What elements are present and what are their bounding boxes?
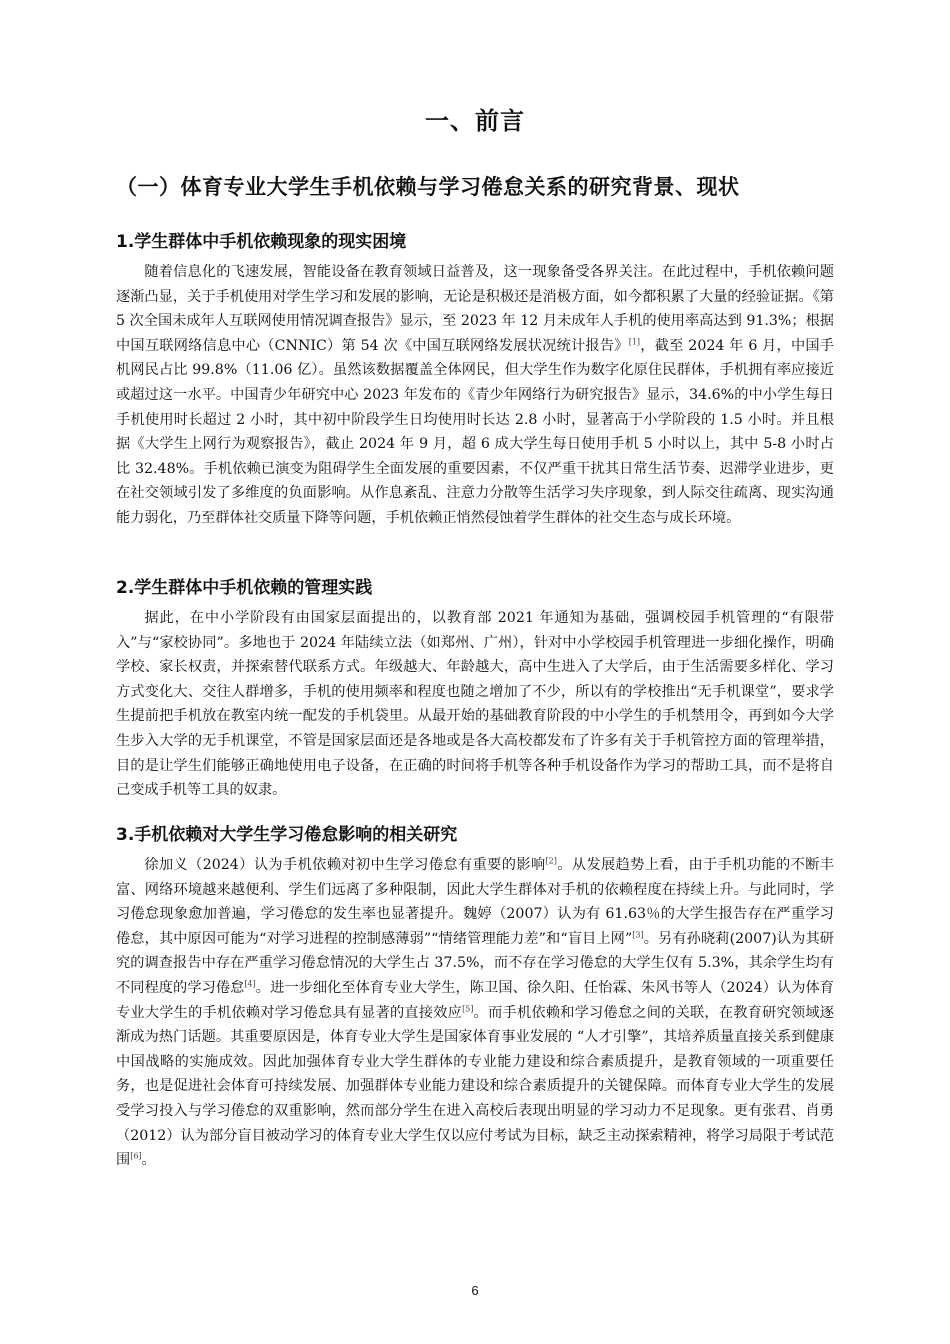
page-number: 6 [471,1283,479,1298]
paragraph-text: 据此，在中小学阶段有由国家层面提出的，以教育部 2021 年通知为基础，强调校园手机管理的“有限带入”与“家校协同”。多地也于 2024 年陆续立法（如郑州、广州），针对中小学校园手机管理进一步细化操作，明确学校、家长权责，并探索替代联系方式。年级越大、年龄越大，高中生进入了大学后，由于生活需要多样化、学习方式变化大、交往人群增多，手机的使用频率和程度也随之增加了不少，所以有的学校推出“无手机课堂”，要求学生提前把手机放在教室内统一配发的手机袋里。从最开始的基础教育阶段的中小学生的手机禁用令，再到如今大学生步入大学的无手机课堂，不管是国家层面还是各地或是各大高校都发布了许多有关于手机管控方面的管理举措，目的是让学生们能够正确地使用电子设备，在正确的时间将手机等各种手机设备作为学习的帮助工具，而不是将自己变成手机等工具的奴隶。 [116,610,834,799]
paragraph-text: 随着信息化的飞速发展，智能设备在教育领域日益普及，这一现象备受各界关注。在此过程中，手机依赖问题逐渐凸显，关于手机使用对学生学习和发展的影响，无论是积极还是消极方面，如今都积累了大量的经验证据。《第 5 次全国未成年人互联网使用情况调查报告》显示，至 2023 年 12 月未成年人手机的使用率高达到 91.3%；根据中国互联网络信息中心（CNNIC）第 54 次《中国互联网络发展状况统计报告》 [116,264,834,354]
citation-ref[interactable]: [5] [462,1003,474,1013]
paragraph-text: 徐加义（2024）认为手机依赖对初中生学习倦怠有重要的影响 [144,857,546,873]
paragraph-text: 。 [141,1152,156,1169]
paragraph-3 [116,853,834,1173]
paragraph-text: ，截至 2024 年 6 月，中国手机网民占比 99.8%（11.06 亿）。虽然该数据覆盖全体网民，但大学生作为数字化原住民群体，手机拥有率应接近或超过这一水平。中国青少年研究中心 2023 年发布的《青少年网络行为研究报告》显示，34.6%的中小学生每日手机使用时长超过 2 小时，其中初中阶段学生日均使用时长达 2.8 小时，显著高于小学阶段的 1.5 小时。并且根据《大学生上网行为观察报告》，截止 2024 年 9 月，超 6 成大学生每日使用手机 5 小时以上，其中 5-8 小时占比 32.48%。手机依赖已演变为阻碍学生全面发展的重要因素，不仅严重干扰其日常生活节奏、迟滞学业进步，更在社交领域引发了多维度的负面影响。从作息紊乱、注意力分散等生活学习失序现象，到人际交往疏离、现实沟通能力弱化，乃至群体社交质量下降等问题，手机依赖正悄然侵蚀着学生群体的社交生态与成长环境。 [116,337,834,526]
paragraph-text: 。从发展趋势上看，由于手机功能的不断丰富、网络环境越来越便利、学生们远离了多种限制，因此大学生群体对手机的依赖程度在持续上升。与此同时，学习倦怠现象愈加普遍，学习倦怠的发生率也显著提升。魏婷（2007）认为有 61.63％的大学生报告存在严重学习倦怠，其中原因可能为“对学习进程的控制感薄弱”“情绪管理能力差”和“盲目上网” [116,857,834,947]
citation-ref[interactable]: [3] [632,930,644,940]
paragraph-2 [116,606,834,803]
subsection-heading-2: 2.学生群体中手机依赖的管理实践 [116,578,373,598]
citation-ref[interactable]: [4] [244,979,256,989]
paragraph-1 [116,260,834,531]
paragraph-text: 。进一步细化至体育专业大学生，陈卫国、徐久阳、任怡霖、朱风书等人（2024）认为体育专业大学生的手机依赖对学习倦怠具有显著的直接效应 [116,979,834,1021]
citation-ref[interactable]: [1] [628,337,641,347]
subsection-heading-3: 3.手机依赖对大学生学习倦怠影响的相关研究 [116,825,458,845]
paragraph-text: 。另有孙晓莉(2007)认为其研究的调查报告中存在严重学习倦怠情况的大学生占 37.5%，而不存在学习倦怠的大学生仅有 5.3%，其余学生均有不同程度的学习倦怠 [116,930,834,996]
section-heading: （一）体育专业大学生手机依赖与学习倦怠关系的研究背景、现状 [116,175,740,199]
paragraph-text: 。而手机依赖和学习倦怠之间的关联，在教育研究领域逐渐成为热门话题。其重要原因是，体育专业大学生是国家体育事业发展的 “人才引擎”，其培养质量直接关系到健康中国战略的实施成效。因此加强体育专业大学生群体的专业能力建设和综合素质提升，是教育领域的一项重要任务，也是促进社会体育可持续发展、加强群体专业能力建设和综合素质提升的关键保障。而体育专业大学生的发展受学习投入与学习倦怠的双重影响，然而部分学生在进入高校后表现出明显的学习动力不足现象。更有张君、肖勇（2012）认为部分盲目被动学习的体育专业大学生仅以应付考试为目标，缺乏主动探索精神，将学习局限于考试范围 [116,1004,834,1169]
chapter-heading: 一、前言 [425,107,525,135]
citation-ref[interactable]: [6] [130,1151,142,1161]
citation-ref[interactable]: [2] [545,856,557,866]
subsection-heading-1: 1.学生群体中手机依赖现象的现实困境 [116,232,407,252]
